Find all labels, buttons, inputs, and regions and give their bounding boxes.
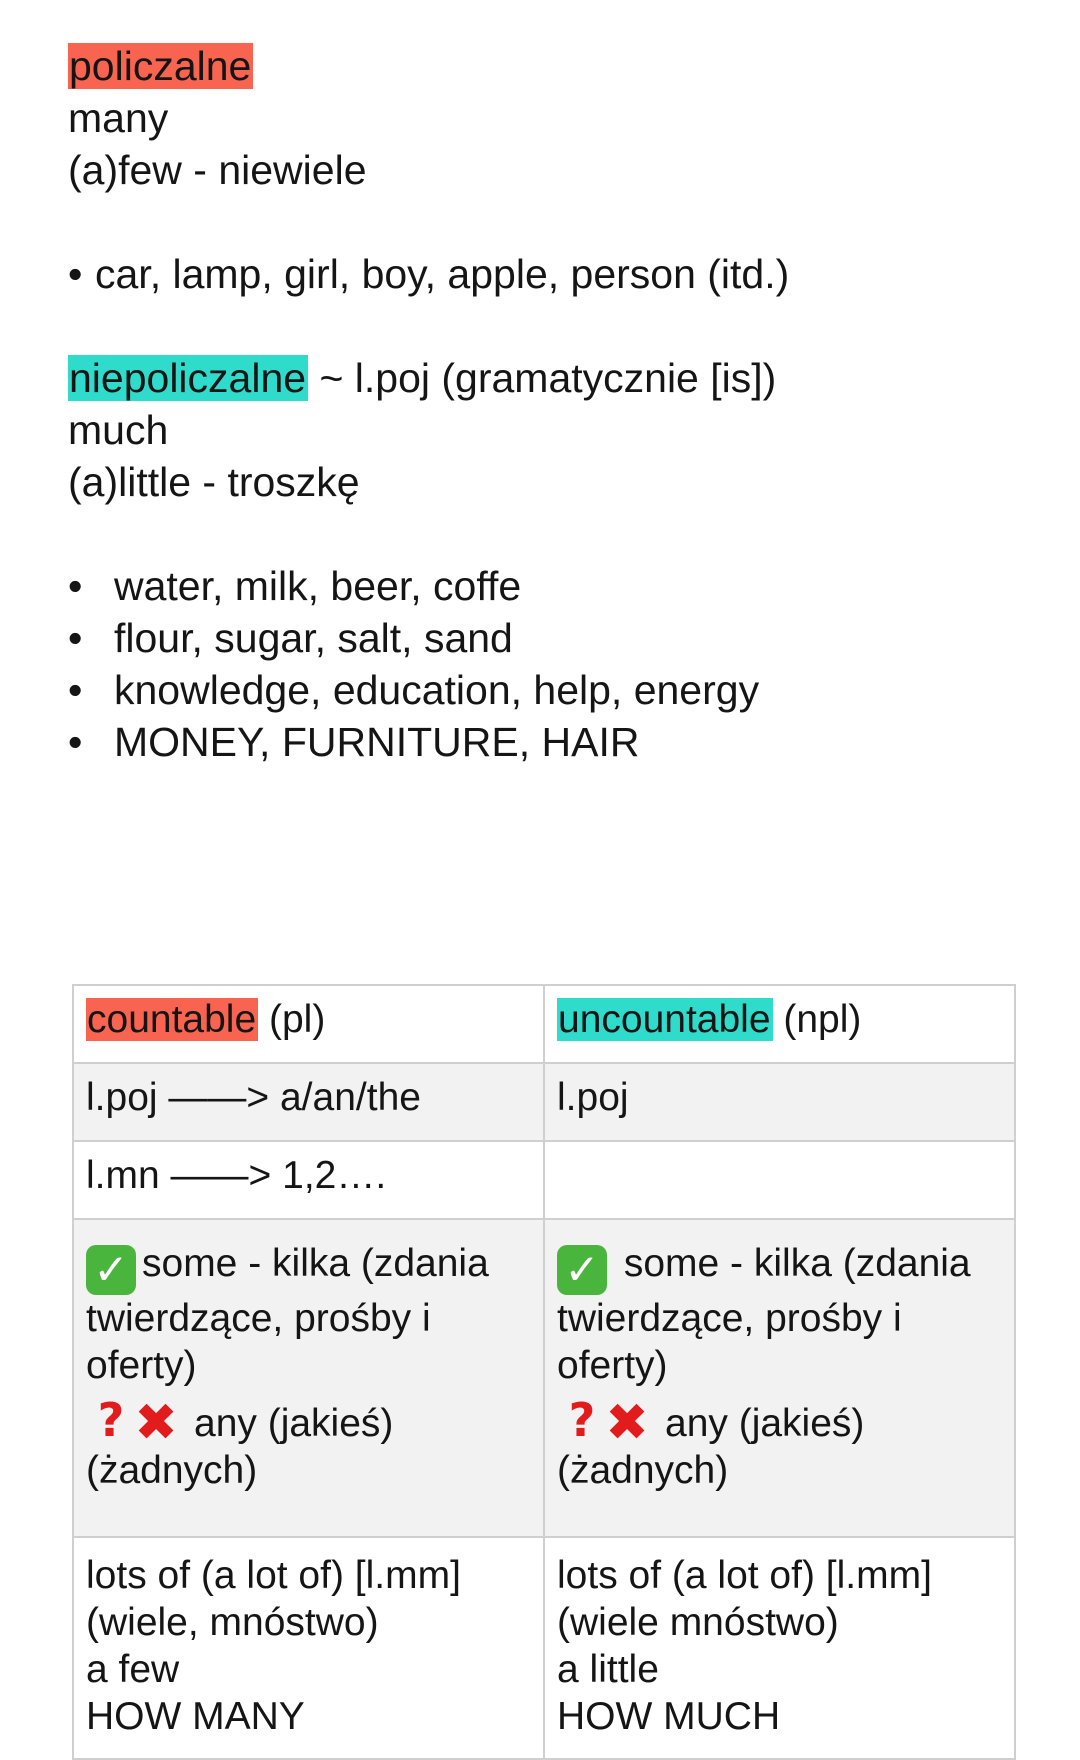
table-row bbox=[73, 1063, 1015, 1141]
table-row bbox=[73, 1141, 1015, 1219]
bullet-icon: • bbox=[68, 719, 83, 765]
list-item: • car, lamp, girl, boy, apple, person (itd.) bbox=[68, 248, 1048, 300]
header-cell-countable: countable (pl) bbox=[73, 985, 544, 1063]
uncountable-little-line: (a)little - troszkę bbox=[68, 459, 360, 505]
countable-heading: policzalne bbox=[69, 43, 252, 89]
countable-label: countable bbox=[87, 998, 257, 1041]
lots-countable-cell: lots of (a lot of) [l.mm] (wiele, mnóstwo) a few HOW MANY bbox=[73, 1537, 544, 1759]
some-any-countable-cell: ✓ some - kilka (zdania twierdzące, prośby i oferty) ? ✖ any (jakieś) (żadnych) bbox=[73, 1219, 544, 1537]
bullet-icon: • bbox=[68, 615, 83, 661]
bullet-icon: • bbox=[68, 563, 83, 609]
countable-few-line: (a)few - niewiele bbox=[68, 147, 367, 193]
question-icon: ? bbox=[97, 1393, 125, 1447]
uncountable-quantifier: much bbox=[68, 407, 169, 453]
uncountable-label: uncountable bbox=[558, 998, 771, 1041]
comparison-table bbox=[72, 984, 1016, 1760]
table-row bbox=[73, 1537, 1015, 1759]
bullet-icon: • bbox=[68, 667, 83, 713]
notes-section bbox=[68, 40, 1048, 768]
singular-uncountable-cell: l.poj bbox=[544, 1063, 1015, 1141]
check-icon: ✓ bbox=[86, 1245, 136, 1295]
header-cell-uncountable: uncountable (npl) bbox=[544, 985, 1015, 1063]
countable-heading-line bbox=[68, 40, 1048, 92]
uncountable-heading-line bbox=[68, 352, 1048, 404]
some-any-uncountable-cell: ✓ some - kilka (zdania twierdzące, prośby i oferty) ? ✖ any (jakieś) (żadnych) bbox=[544, 1219, 1015, 1537]
countable-quantifier: many bbox=[68, 95, 169, 141]
list-item: • MONEY, FURNITURE, HAIR bbox=[68, 716, 1048, 768]
singular-countable-cell: l.poj ——> a/an/the bbox=[73, 1063, 544, 1141]
countable-examples-list bbox=[68, 248, 1048, 300]
cross-icon: ✖ bbox=[605, 1393, 649, 1453]
list-item: • flour, sugar, salt, sand bbox=[68, 612, 1048, 664]
lots-uncountable-cell: lots of (a lot of) [l.mm] (wiele mnóstwo) a little HOW MUCH bbox=[544, 1537, 1015, 1759]
bullet-icon: • bbox=[68, 251, 83, 297]
table-header-row bbox=[73, 985, 1015, 1063]
list-item: • water, milk, beer, coffe bbox=[68, 560, 1048, 612]
check-icon: ✓ bbox=[557, 1245, 607, 1295]
cross-icon: ✖ bbox=[134, 1393, 178, 1453]
uncountable-heading: niepoliczalne bbox=[69, 355, 307, 401]
table-row bbox=[73, 1219, 1015, 1537]
question-icon: ? bbox=[568, 1393, 596, 1447]
list-item: • knowledge, education, help, energy bbox=[68, 664, 1048, 716]
plural-uncountable-cell bbox=[544, 1141, 1015, 1219]
uncountable-examples-list bbox=[68, 560, 1048, 768]
plural-countable-cell: l.mn ——> 1,2…. bbox=[73, 1141, 544, 1219]
uncountable-note: ~ l.poj (gramatycznie [is]) bbox=[308, 355, 777, 401]
